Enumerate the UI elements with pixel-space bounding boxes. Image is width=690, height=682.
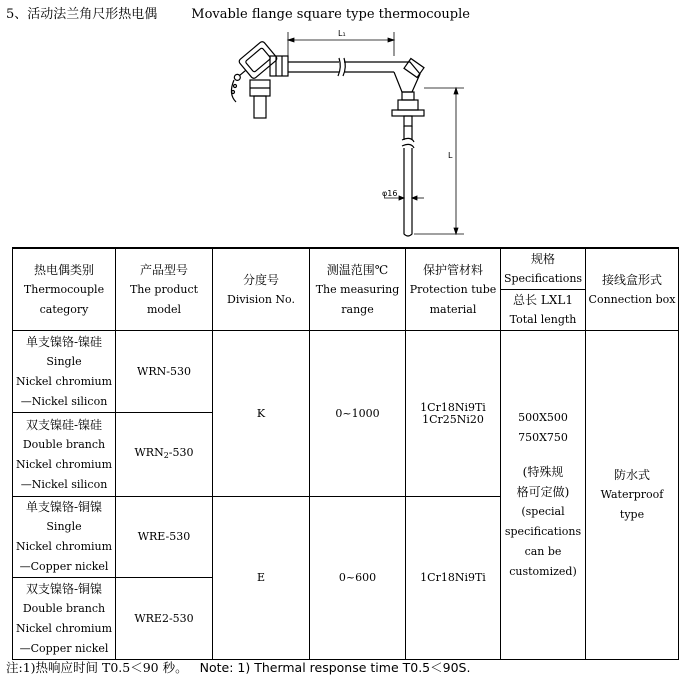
heading-title-en: Movable flange square type thermocouple <box>191 7 470 22</box>
table-row-category: 单支镍铬-铜镍 Single Nickel chromium —Copper nickel <box>13 497 116 578</box>
footnote-en: Note: 1) Thermal response time T0.5＜90S. <box>199 660 471 675</box>
dimension-label-diameter: φ16 <box>382 189 398 198</box>
dimension-label-l: L <box>448 151 453 160</box>
footnote <box>6 658 470 676</box>
group-division-k: K <box>213 331 310 497</box>
group-range-k: 0~1000 <box>310 331 406 497</box>
heading-title-cn: 活动法兰角尺形热电偶 <box>27 7 158 22</box>
header-total-length: 总长 LXL1 Total length <box>501 290 586 331</box>
group-range-e: 0~600 <box>310 497 406 660</box>
thermocouple-drawing <box>214 22 484 240</box>
spec-values: 500X500 750X750 (特殊规 格可定做) (special specifications can be customized) <box>501 331 586 660</box>
header-material: 保护管材料 Protection tube material <box>406 248 501 331</box>
group-division-e: E <box>213 497 310 660</box>
table-row-category: 双支镍铬-铜镍 Double branch Nickel chromium —Copper nickel <box>13 578 116 660</box>
group-material-k: 1Cr18Ni9Ti 1Cr25Ni20 <box>406 331 501 497</box>
page-heading <box>6 3 470 22</box>
heading-number: 5、 <box>6 7 28 22</box>
table-row-model: WRN-530 <box>116 331 213 413</box>
connection-box-values: 防水式 Waterproof type <box>586 331 679 660</box>
table-row-model: WRE-530 <box>116 497 213 578</box>
table-row-category: 双支镍硅-镍硅 Double branch Nickel chromium —Nickel silicon <box>13 413 116 497</box>
header-range: 测温范围℃ The measuring range <box>310 248 406 331</box>
table-row-model: WRE2-530 <box>116 578 213 660</box>
header-specifications: 规格 Specifications <box>501 248 586 290</box>
header-model: 产品型号 The product model <box>116 248 213 331</box>
group-material-e: 1Cr18Ni9Ti <box>406 497 501 660</box>
table-row-category: 单支镍铬-镍硅 Single Nickel chromium —Nickel silicon <box>13 331 116 413</box>
table-row-model: $WRN_2-530$ <box>116 413 213 497</box>
specification-table <box>12 247 679 660</box>
header-category: 热电偶类别 Thermocouple category <box>13 248 116 331</box>
dimension-label-l1: L₁ <box>338 29 346 38</box>
header-connection-box: 接线盒形式 Connection box <box>586 248 679 331</box>
footnote-cn: 注:1)热响应时间 T0.5＜90 秒。 <box>6 660 188 675</box>
header-division: 分度号 Division No. <box>213 248 310 331</box>
